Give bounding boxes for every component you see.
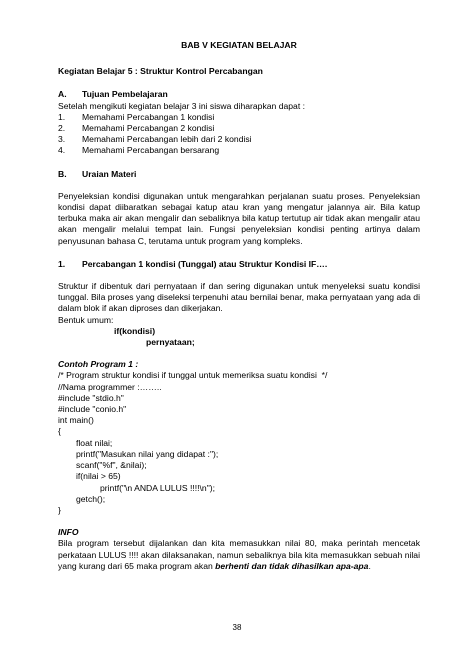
list-item-text: Memahami Percabangan bersarang [82, 145, 220, 156]
code-line: { [58, 426, 61, 437]
list-item-text: Memahami Percabangan 1 kondisi [82, 111, 215, 122]
code-line: //Nama programmer :…….. [58, 381, 162, 392]
code-line: } [58, 504, 61, 515]
example-heading: Contoh Program 1 : [58, 359, 139, 370]
document-page [58, 40, 420, 572]
subtitle: Kegiatan Belajar 5 : Struktur Kontrol Percabangan [58, 66, 263, 77]
bentuk-umum-label: Bentuk umum: [58, 314, 114, 325]
code-line: #include "conio.h" [58, 404, 127, 415]
objectives-list [58, 112, 420, 157]
subsection-1-heading [58, 259, 420, 270]
subsection-1-title: Percabangan 1 kondisi (Tunggal) atau Struktur Kondisi IF…. [82, 258, 328, 269]
section-b-num: B. [58, 168, 67, 179]
subsection-1-num: 1. [58, 258, 66, 269]
section-a-title: Tujuan Pembelajaran [82, 89, 168, 100]
page-number: 38 [232, 623, 242, 632]
syntax-line-2: pernyataan; [146, 337, 195, 348]
syntax-line-1: if(kondisi) [114, 325, 156, 336]
list-item-text: Memahami Percabangan lebih dari 2 kondisi [82, 134, 252, 145]
code-line: printf("Masukan nilai yang didapat :"); [76, 448, 219, 459]
info-heading: INFO [58, 527, 79, 538]
list-item [58, 134, 420, 145]
info-text: Bila program tersebut dijalankan dan kita memasukkan nilai 80, maka perintah mencetak perkataan LULUS !!!! akan dilaksanakan, namun sebaliknya bila kita memasukkan sebuah nilai yang kurang dari 65 maka program akan [58, 538, 420, 571]
code-line: float nilai; [76, 437, 113, 448]
page-title: BAB V KEGIATAN BELAJAR [181, 40, 297, 50]
section-a-intro: Setelah mengikuti kegiatan belajar 3 ini siswa diharapkan dapat : [58, 100, 305, 111]
code-line: #include "stdio.h" [58, 392, 124, 403]
info-text-end: . [368, 560, 371, 571]
section-a-num: A. [58, 89, 67, 100]
list-item-num: 1. [58, 111, 66, 122]
list-item-num: 3. [58, 134, 66, 145]
code-block [58, 370, 420, 516]
subsection-1-paragraph: Struktur if dibentuk dari pernyataan if dan sering digunakan untuk menyeleksi suatu kondisi tunggal. Bila proses yang diseleksi terpenuhi atau bernilai benar, maka pernyataan yang ada di dalam blok if akan diproses dan dikerjakan. [58, 281, 420, 314]
section-b-title: Uraian Materi [82, 168, 137, 179]
list-item [58, 112, 420, 123]
code-line: if(nilai > 65) [76, 471, 121, 482]
list-item [58, 123, 420, 134]
list-item [58, 145, 420, 156]
code-line: scanf("%f", &nilai); [76, 460, 147, 471]
list-item-text: Memahami Percabangan 2 kondisi [82, 123, 215, 134]
code-line: /* Program struktur kondisi if tunggal untuk memeriksa suatu kondisi */ [58, 370, 328, 381]
section-a-heading [58, 89, 420, 100]
info-paragraph [58, 538, 420, 572]
code-line: int main() [58, 415, 94, 426]
info-emphasis: berhenti dan tidak dihasilkan apa-apa [215, 560, 369, 571]
code-line: getch(); [76, 493, 106, 504]
list-item-num: 4. [58, 145, 66, 156]
list-item-num: 2. [58, 123, 66, 134]
section-b-paragraph: Penyeleksian kondisi digunakan untuk mengarahkan perjalanan suatu proses. Penyeleksian kondisi dapat diibaratkan sebagai katup atau kran yang mengatur jalannya air. Bila katup terbuka maka air akan mengalir dan sebaliknya bila katup tertutup air tidak akan mengalir atau akan mengalir melalui tempat lain. Fungsi penyeleksian kondisi penting artinya dalam penyusunan bahasa C, terutama untuk program yang kompleks. [58, 190, 420, 246]
section-b-heading [58, 169, 420, 180]
code-line: printf("\n ANDA LULUS !!!!\n"); [100, 482, 215, 493]
